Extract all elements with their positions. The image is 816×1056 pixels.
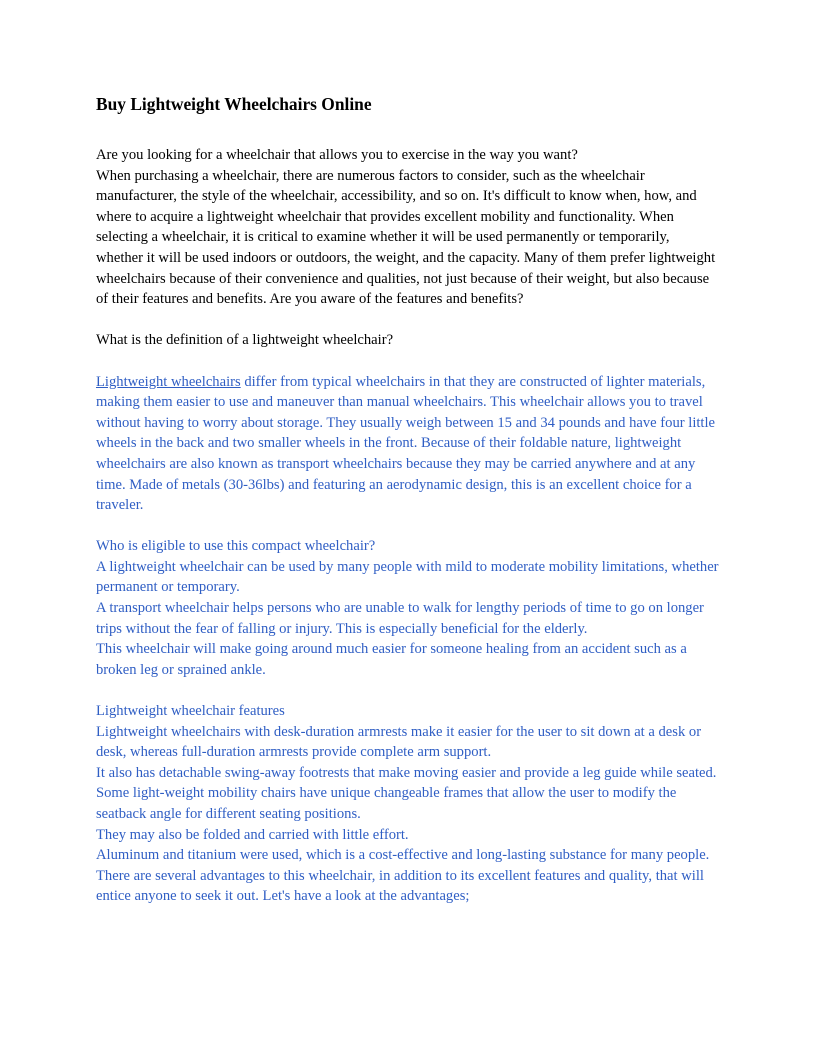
spacer [96, 310, 720, 331]
features-line: They may also be folded and carried with little effort. [96, 826, 409, 843]
page-title: Buy Lightweight Wheelchairs Online [96, 94, 372, 114]
features-line: It also has detachable swing-away footrests that make moving easier and provide a leg guide while seated. [96, 764, 717, 781]
definition-text: differ from typical wheelchairs in that they are constructed of lighter materials, making them easier to use and maneuver than manual wheelchairs. This wheelchair allows you to travel without having to worry about storage. They usually weigh between 15 and 34 pounds and have four little wheels in the back and two smaller wheels in the front. Because of their foldable nature, lightweight wheelchairs are also known as transport wheelchairs because they may be carried anywhere and at any time. Made of metals (30-36lbs) and featuring an aerodynamic design, this is an excellent choice for a traveler. [96, 373, 716, 514]
spacer [96, 680, 720, 701]
features-line: Lightweight wheelchairs with desk-duration armrests make it easier for the user to sit down at a desk or desk, whereas full-duration armrests provide complete arm support. [96, 723, 702, 761]
eligibility-line: This wheelchair will make going around much easier for someone healing from an accident such as a broken leg or sprained ankle. [96, 641, 687, 678]
spacer [96, 351, 720, 372]
features-line: Aluminum and titanium were used, which is a cost-effective and long-lasting substance for many people. [96, 847, 710, 864]
eligibility-line: A lightweight wheelchair can be used by many people with mild to moderate mobility limitations, whether permanent or temporary. [96, 558, 719, 596]
eligibility-heading: Who is eligible to use this compact wheelchair? [96, 538, 376, 555]
features-line: There are several advantages to this wheelchair, in addition to its excellent features and quality, that will entice anyone to seek it out. Let's have a look at the advantages; [96, 867, 704, 905]
intro-paragraph: When purchasing a wheelchair, there are numerous factors to consider, such as the wheelchair manufacturer, the style of the wheelchair, accessibility, and so on. It's difficult to know when, how, and where to acquire a lightweight wheelchair that provides excellent mobility and functionality. When selecting a wheelchair, it is critical to examine whether it will be used permanently or temporarily, whether it will be used indoors or outdoors, the weight, and the capacity. Many of them prefer lightweight wheelchairs because of their convenience and qualities, not just because of their weight, but also because of their features and benefits. Are you aware of the features and benefits? [96, 167, 716, 308]
definition-paragraph [96, 372, 720, 516]
lightweight-wheelchairs-link[interactable]: Lightweight wheelchairs [96, 373, 241, 390]
features-line: Some light-weight mobility chairs have unique changeable frames that allow the user to modify the seatback angle for different seating positions. [96, 785, 677, 822]
eligibility-line: A transport wheelchair helps persons who are unable to walk for lengthy periods of time to go on longer trips without the fear of falling or injury. This is especially beneficial for the elderly. [96, 600, 704, 637]
features-heading: Lightweight wheelchair features [96, 703, 285, 720]
definition-question: What is the definition of a lightweight wheelchair? [96, 332, 394, 349]
document-page [96, 92, 720, 907]
spacer [96, 516, 720, 537]
intro-question: Are you looking for a wheelchair that allows you to exercise in the way you want? [96, 147, 578, 163]
